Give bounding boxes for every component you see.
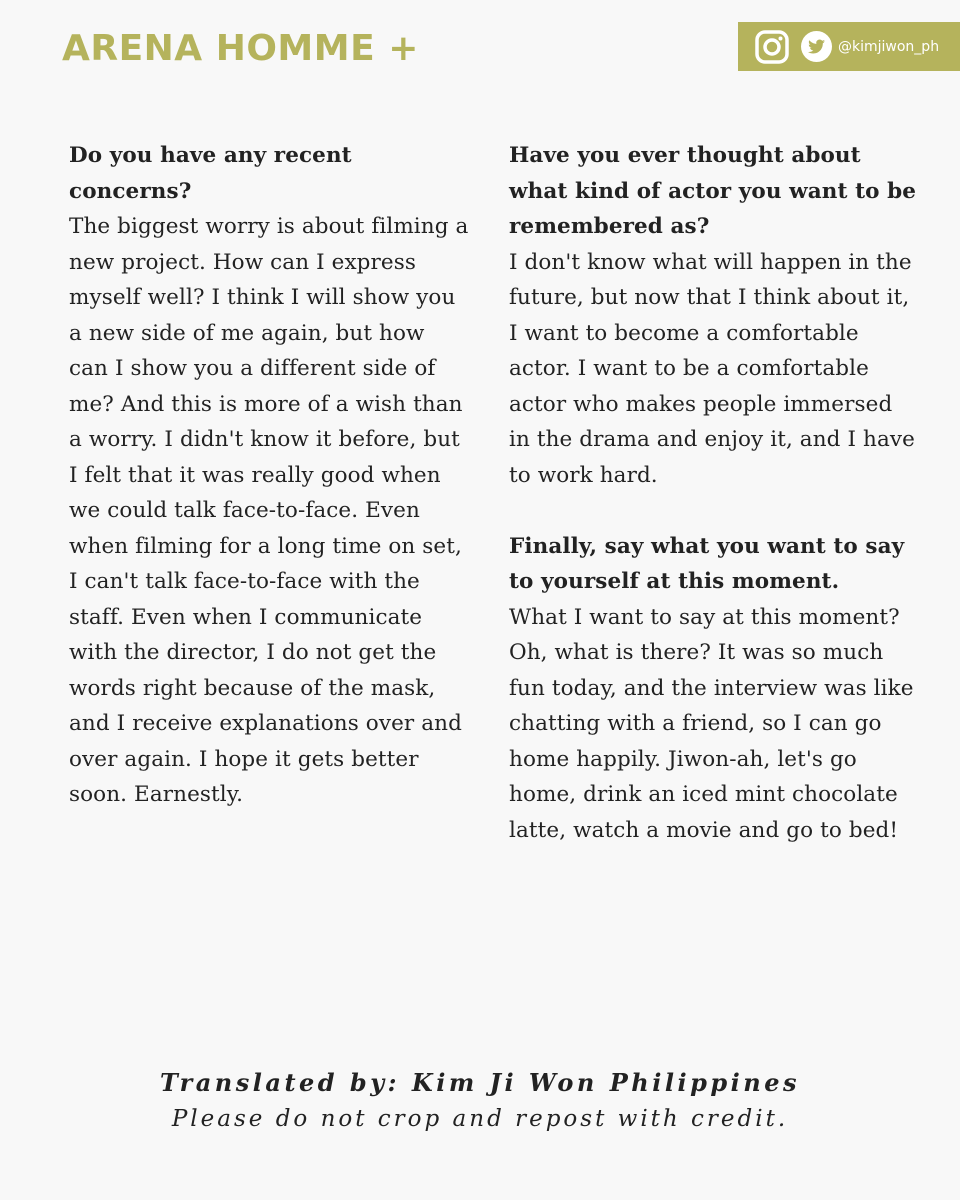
right-column xyxy=(509,138,919,848)
translation-credit: Translated by: Kim Ji Won Philippines xyxy=(160,1068,800,1097)
section-spacer xyxy=(509,493,919,529)
left-column xyxy=(69,138,469,813)
twitter-icon[interactable] xyxy=(801,31,832,62)
question-text: Finally, say what you want to say to yourself at this moment. xyxy=(509,533,905,594)
social-handle: @kimjiwon_ph xyxy=(838,38,940,55)
answer-text: What I want to say at this moment? Oh, what is there? It was so much fun today, and the interview was like chatting with a friend, so I can go home happily. Jiwon-ah, let's go home, drink an iced mint chocolate latte, watch a movie and go to bed! xyxy=(509,604,914,843)
instagram-icon[interactable] xyxy=(755,30,789,64)
repost-note: Please do not crop and repost with credit. xyxy=(171,1106,789,1132)
answer-text: I don't know what will happen in the future, but now that I think about it, I want to become a comfortable actor. I want to be a comfortable actor who makes people immersed in the drama and enjoy it, and I have to work hard. xyxy=(509,249,915,488)
answer-text: The biggest worry is about filming a new project. How can I express myself well? I think I will show you a new side of me again, but how can I show you a different side of me? And this is more of a wish than a worry. I didn't know it before, but I felt that it was really good when we could talk face-to-face. Even when filming for a long time on set, I can't talk face-to-face with the staff. Even when I communicate with the director, I do not get the words right because of the mask, and I receive explanations over and over again. I hope it gets better soon. Earnestly. xyxy=(69,214,469,807)
question-text: Do you have any recent concerns? xyxy=(69,143,352,204)
question-text: Have you ever thought about what kind of actor you want to be remembered as? xyxy=(509,143,917,239)
brand-title: ARENA HOMME + xyxy=(62,28,419,69)
social-badge xyxy=(738,22,960,71)
